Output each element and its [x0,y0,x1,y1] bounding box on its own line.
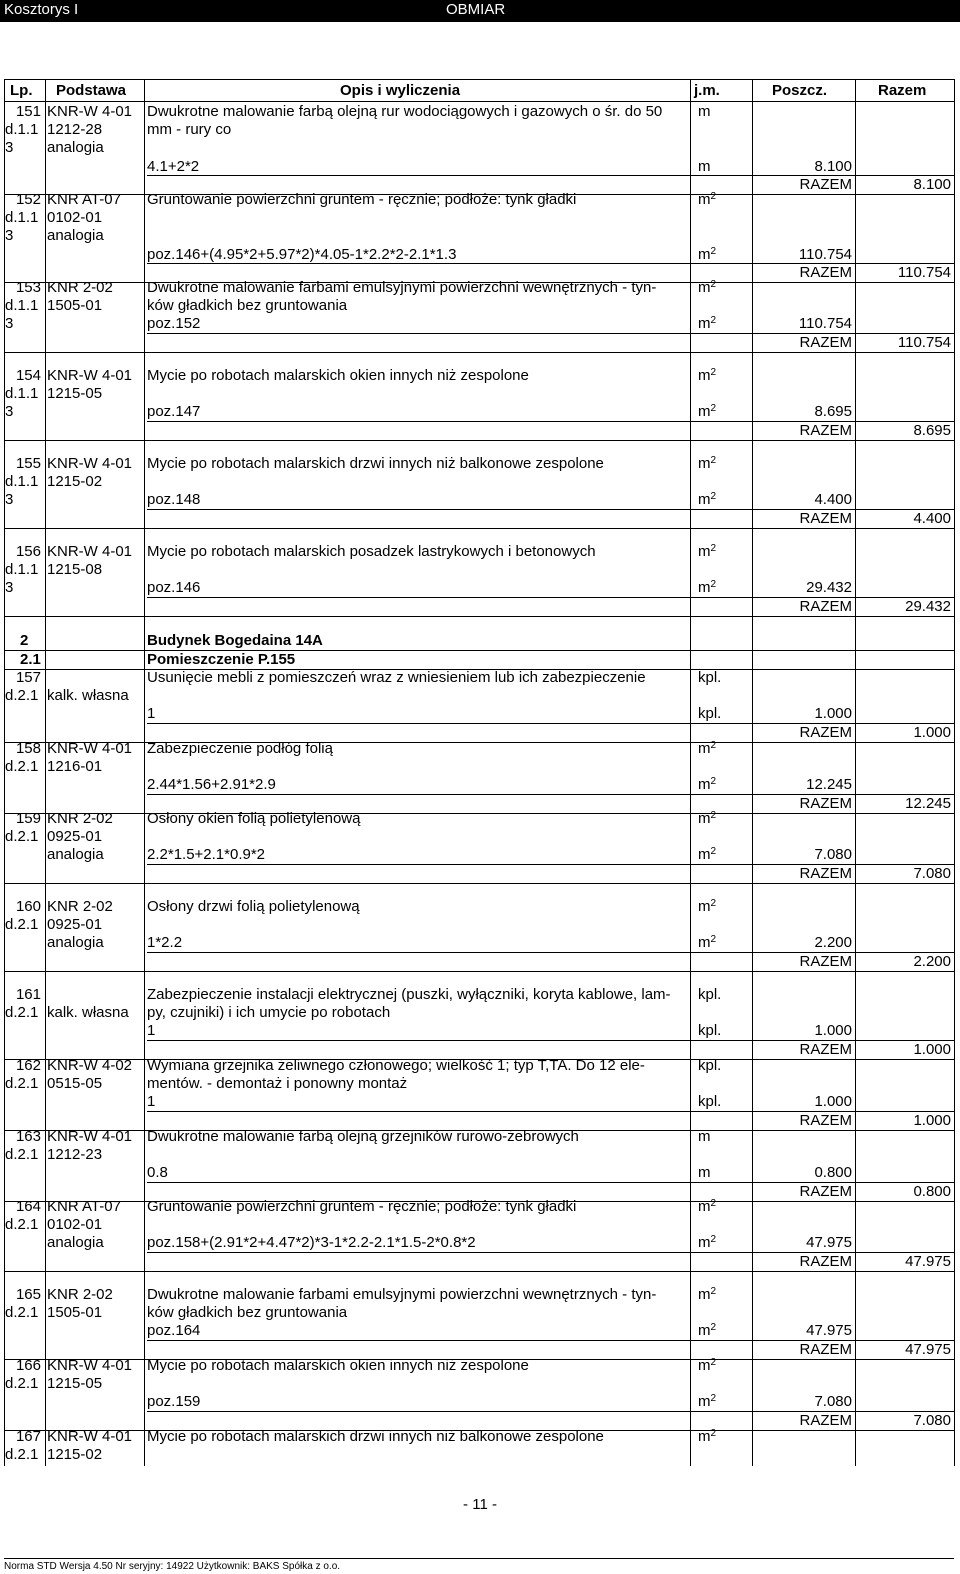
item-partial-value: 7.080 [814,846,852,864]
item-lp: 166 [15,1357,41,1374]
item-calc-unit: $m^2$ [698,1322,717,1340]
item-calc-unit: $m^2$ [698,403,717,421]
item-basis: KNR 2-02 [47,898,113,915]
item-description: Wymiana grzejnika żeliwnego członowego; wielkość 1; typ T,TA. Do 12 ele- [147,1057,645,1074]
row-divider [4,528,954,529]
item-basis: 0515-05 [47,1075,103,1093]
row-divider [4,971,954,972]
item-description: Dwukrotne malowanie farbą olejną grzejników rurowo-żebrowych [147,1128,579,1145]
item-unit: $m^2$ [698,1357,717,1374]
item-description: mm - rury co [147,121,232,139]
section-number: 2 [20,632,29,649]
item-calc-unit: m [698,157,711,175]
item-basis: KNR-W 4-01 [47,1357,133,1374]
item-partial-value: 110.754 [798,315,852,333]
page-number: - 11 - [463,1496,497,1513]
item-unit: kpl. [698,986,722,1003]
razem-label: RAZEM [799,509,852,527]
row-divider [4,1271,954,1272]
item-basis: 0925-01 [47,828,103,846]
item-partial-value: 12.245 [806,776,852,794]
item-lp-chapter: d.2.1 [5,916,39,934]
item-description: mentów. - demontaż i ponowny montaż [147,1075,408,1093]
item-partial-value: 29.432 [806,579,852,597]
item-calculation: poz.146+(4.95*2+5.97*2)*4.05-1*2.2*2-2.1*1.3 [147,245,457,263]
item-basis: 1215-02 [47,473,103,491]
unit-exponent: 2 [710,934,717,946]
item-lp-chapter: d.2.1 [5,1216,39,1234]
item-partial-value: 8.100 [814,157,852,175]
column-divider [855,79,856,1466]
item-description: Dwukrotne malowanie farbą olejną rur wodociągowych i gazowych o śr. do 50 [147,103,663,120]
item-lp: 161 [15,986,41,1003]
item-calc-unit: $m^2$ [698,245,717,263]
item-unit: $m^2$ [698,543,717,560]
item-unit: $m^2$ [698,1428,717,1445]
item-lp-chapter: d.2.1 [5,1146,39,1164]
table-top-rule [4,79,954,80]
item-partial-value: 110.754 [798,245,852,263]
section-title: Budynek Bogedaina 14A [147,632,323,649]
razem-label: RAZEM [799,263,852,281]
item-basis: 0925-01 [47,916,103,934]
unit-exponent: 2 [710,579,717,591]
item-basis: KNR-W 4-01 [47,103,133,120]
item-description: Osłony okien folią polietylenową [147,810,361,827]
item-basis: kalk. własna [47,1004,129,1022]
unit-exponent: 2 [710,245,717,257]
item-lp-chapter: d.2.1 [5,758,39,776]
table-left-border [4,79,5,1466]
item-description: Dwukrotne malowanie farbami emulsyjnymi powierzchni wewnętrznych - tyn- [147,1286,657,1303]
item-total: 1.000 [913,723,951,741]
item-total: 29.432 [905,597,951,615]
item-partial-value: 4.400 [814,491,852,509]
item-unit: m [698,103,711,120]
item-calculation: 4.1+2*2 [147,157,200,175]
item-calculation: poz.158+(2.91*2+4.47*2)*3-1*2.2-2.1*1.5-2*0.8*2 [147,1234,476,1252]
item-unit: $m^2$ [698,455,717,472]
item-calculation: poz.152 [147,315,201,333]
razem-label: RAZEM [799,723,852,741]
unit-exponent: 2 [710,543,717,554]
item-basis: 0102-01 [47,1216,103,1234]
item-calc-unit: kpl. [698,705,722,723]
item-basis: KNR-W 4-01 [47,1128,133,1145]
item-partial-value: 47.975 [806,1322,852,1340]
unit-exponent: 2 [710,403,717,415]
item-lp-chapter: 3 [5,491,14,509]
razem-label: RAZEM [799,794,852,812]
unit-exponent: 2 [710,898,717,909]
item-calculation: 2.2*1.5+2.1*0.9*2 [147,846,266,864]
item-basis: KNR-W 4-01 [47,1428,133,1445]
item-lp-chapter: d.1.1 [5,297,39,315]
item-description: Dwukrotne malowanie farbami emulsyjnymi powierzchni wewnętrznych - tyn- [147,279,657,296]
item-lp: 154 [15,367,41,384]
item-lp-chapter: d.2.1 [5,1446,39,1464]
item-description: Mycie po robotach malarskich okien innych niż zespolone [147,1357,529,1374]
item-lp-chapter: d.2.1 [5,1304,39,1322]
item-calculation: poz.159 [147,1393,201,1411]
row-divider [4,440,954,441]
item-total: 4.400 [913,509,951,527]
item-total: 0.800 [913,1182,951,1200]
unit-exponent: 2 [710,1393,717,1405]
column-divider [752,79,753,1466]
item-description: Usunięcie mebli z pomieszczeń wraz z wniesieniem lub ich zabezpieczenie [147,669,646,686]
unit-exponent: 2 [710,191,717,202]
razem-label: RAZEM [799,175,852,193]
item-basis: KNR 2-02 [47,1286,113,1303]
item-basis: analogia [47,934,104,952]
item-calc-unit: $m^2$ [698,1234,717,1252]
item-calc-unit: kpl. [698,1022,722,1040]
item-description: Osłony drzwi folią polietylenową [147,898,360,915]
item-partial-value: 1.000 [814,1093,852,1111]
item-basis: kalk. własna [47,687,129,705]
razem-label: RAZEM [799,952,852,970]
razem-label: RAZEM [799,1182,852,1200]
item-calculation: 1 [147,1093,156,1111]
item-basis: 1215-05 [47,1375,103,1393]
item-unit: m [698,1128,711,1145]
item-lp-chapter: d.2.1 [5,828,39,846]
col-header-jm: j.m. [694,82,720,99]
section-title: Pomieszczenie P.155 [147,651,296,668]
unit-exponent: 2 [710,740,717,751]
item-calc-unit: kpl. [698,1093,722,1111]
section-number: 2.1 [20,651,41,668]
col-header-razem: Razem [878,82,927,99]
table-right-border [954,79,955,1466]
razem-label: RAZEM [799,1252,852,1270]
col-header-podstawa: Podstawa [56,82,127,99]
item-lp: 164 [15,1198,41,1215]
item-calculation: 0.8 [147,1164,168,1182]
item-description: Gruntowanie powierzchni gruntem - ręcznie; podłoże: tynk gładki [147,191,577,208]
item-lp-chapter: d.1.1 [5,561,39,579]
item-basis: KNR-W 4-01 [47,740,133,757]
column-divider [690,79,691,1466]
item-basis: 1215-08 [47,561,103,579]
item-calc-unit: m [698,1164,711,1182]
item-lp: 159 [15,810,41,827]
item-total: 47.975 [905,1340,951,1358]
row-divider [4,616,954,617]
item-basis: KNR 2-02 [47,810,113,827]
item-partial-value: 8.695 [814,403,852,421]
item-description: Zabezpieczenie podłóg folią [147,740,333,757]
item-total: 8.100 [913,175,951,193]
item-lp-chapter: 3 [5,227,14,245]
item-calc-unit: $m^2$ [698,846,717,864]
item-description: ków gładkich bez gruntowania [147,297,348,315]
item-lp-chapter: 3 [5,403,14,421]
item-total: 110.754 [897,333,951,351]
item-basis: KNR-W 4-01 [47,367,133,384]
item-lp-chapter: d.1.1 [5,121,39,139]
item-total: 8.695 [913,421,951,439]
item-lp: 157 [15,669,41,686]
item-basis: KNR-W 4-01 [47,543,133,560]
item-basis: analogia [47,139,104,157]
item-basis: 1212-28 [47,121,103,139]
item-description: Zabezpieczenie instalacji elektrycznej (puszki, wyłączniki, koryta kablowe, lam- [147,986,671,1003]
item-unit: $m^2$ [698,279,717,296]
item-calc-unit: $m^2$ [698,934,717,952]
item-calculation: 1 [147,705,156,723]
item-basis: KNR 2-02 [47,279,113,296]
item-basis: 1215-05 [47,385,103,403]
item-basis: KNR AT-07 [47,1198,121,1215]
item-lp: 167 [15,1428,41,1445]
item-unit: $m^2$ [698,1286,717,1303]
razem-label: RAZEM [799,1040,852,1058]
item-description: ków gładkich bez gruntowania [147,1304,348,1322]
item-calculation: 1 [147,1022,156,1040]
item-calc-unit: $m^2$ [698,1393,717,1411]
item-basis: KNR AT-07 [47,191,121,208]
column-divider [144,79,145,1466]
item-partial-value: 7.080 [814,1393,852,1411]
item-basis: analogia [47,227,104,245]
item-unit: $m^2$ [698,810,717,827]
item-lp-chapter: 3 [5,579,14,597]
item-lp: 151 [15,103,41,120]
item-basis: 1505-01 [47,297,103,315]
item-unit: $m^2$ [698,367,717,384]
item-total: 2.200 [913,952,951,970]
item-calculation: poz.146 [147,579,201,597]
item-partial-value: 1.000 [814,1022,852,1040]
item-basis: 1216-01 [47,758,103,776]
razem-label: RAZEM [799,864,852,882]
footer-text: Norma STD Wersja 4.50 Nr seryjny: 14922 Użytkownik: BAKS Spółka z o.o. [4,1561,341,1572]
item-description: py, czujniki) i ich umycie po robotach [147,1004,391,1022]
item-basis: 1215-02 [47,1446,103,1464]
item-lp-chapter: d.1.1 [5,209,39,227]
item-lp: 163 [15,1128,41,1145]
item-total: 110.754 [897,263,951,281]
item-total: 7.080 [913,864,951,882]
item-calculation: poz.148 [147,491,201,509]
item-lp: 152 [15,191,41,208]
item-description: Gruntowanie powierzchni gruntem - ręcznie; podłoże: tynk gładki [147,1198,577,1215]
item-unit: $m^2$ [698,1198,717,1215]
item-unit: $m^2$ [698,898,717,915]
unit-exponent: 2 [710,491,717,503]
item-calc-unit: $m^2$ [698,491,717,509]
razem-label: RAZEM [799,597,852,615]
item-partial-value: 1.000 [814,705,852,723]
item-basis: 0102-01 [47,209,103,227]
unit-exponent: 2 [710,315,717,327]
item-partial-value: 2.200 [814,934,852,952]
col-header-opis: Opis i wyliczenia [340,82,461,99]
header-bottom-rule [4,101,954,102]
unit-exponent: 2 [710,1286,717,1297]
item-basis: 1212-23 [47,1146,103,1164]
column-divider [45,79,46,1466]
unit-exponent: 2 [710,1322,717,1334]
section-title: OBMIAR [446,1,506,18]
item-lp-chapter: 3 [5,139,14,157]
item-total: 12.245 [905,794,951,812]
unit-exponent: 2 [710,846,717,858]
document-title: Kosztorys I [4,1,79,18]
item-basis: analogia [47,1234,104,1252]
item-total: 1.000 [913,1040,951,1058]
item-description: Mycie po robotach malarskich drzwi innych niż balkonowe zespolone [147,455,604,472]
item-lp: 162 [15,1057,41,1074]
unit-exponent: 2 [710,1428,717,1439]
item-lp: 160 [15,898,41,915]
col-header-lp: Lp. [10,82,33,99]
item-lp-chapter: d.2.1 [5,1375,39,1393]
item-description: Mycie po robotach malarskich okien innych niż zespolone [147,367,529,384]
item-lp: 155 [15,455,41,472]
unit-exponent: 2 [710,1234,717,1246]
item-total: 1.000 [913,1111,951,1129]
row-divider [4,352,954,353]
item-lp-chapter: d.1.1 [5,385,39,403]
item-lp-chapter: d.2.1 [5,687,39,705]
item-lp: 156 [15,543,41,560]
item-unit: $m^2$ [698,191,717,208]
item-lp-chapter: d.2.1 [5,1004,39,1022]
item-calculation: 2.44*1.56+2.91*2.9 [147,776,276,794]
unit-exponent: 2 [710,455,717,466]
item-lp: 153 [15,279,41,296]
item-lp-chapter: d.2.1 [5,1075,39,1093]
item-lp-chapter: 3 [5,315,14,333]
item-partial-value: 47.975 [806,1234,852,1252]
footer-divider [4,1558,954,1559]
item-partial-value: 0.800 [814,1164,852,1182]
item-description: Mycie po robotach malarskich drzwi innych niż balkonowe zespolone [147,1428,604,1445]
item-total: 47.975 [905,1252,951,1270]
row-divider [4,883,954,884]
item-calc-unit: $m^2$ [698,776,717,794]
item-calc-unit: $m^2$ [698,579,717,597]
item-basis: analogia [47,846,104,864]
item-calc-unit: $m^2$ [698,315,717,333]
razem-label: RAZEM [799,421,852,439]
col-header-poszcz: Poszcz. [772,82,828,99]
razem-label: RAZEM [799,1411,852,1429]
item-unit: kpl. [698,1057,722,1074]
razem-label: RAZEM [799,1111,852,1129]
item-total: 7.080 [913,1411,951,1429]
item-unit: kpl. [698,669,722,686]
item-unit: $m^2$ [698,740,717,757]
razem-label: RAZEM [799,1340,852,1358]
item-calculation: poz.164 [147,1322,201,1340]
unit-exponent: 2 [710,1198,717,1209]
item-basis: KNR-W 4-02 [47,1057,133,1074]
item-calculation: poz.147 [147,403,201,421]
item-description: Mycie po robotach malarskich posadzek lastrykowych i betonowych [147,543,596,560]
item-calculation: 1*2.2 [147,934,183,952]
item-lp: 158 [15,740,41,757]
item-basis: KNR-W 4-01 [47,455,133,472]
unit-exponent: 2 [710,1357,717,1368]
unit-exponent: 2 [710,367,717,378]
razem-label: RAZEM [799,333,852,351]
unit-exponent: 2 [710,810,717,821]
item-basis: 1505-01 [47,1304,103,1322]
unit-exponent: 2 [710,776,717,788]
unit-exponent: 2 [710,279,717,290]
item-lp: 165 [15,1286,41,1303]
item-lp-chapter: d.1.1 [5,473,39,491]
